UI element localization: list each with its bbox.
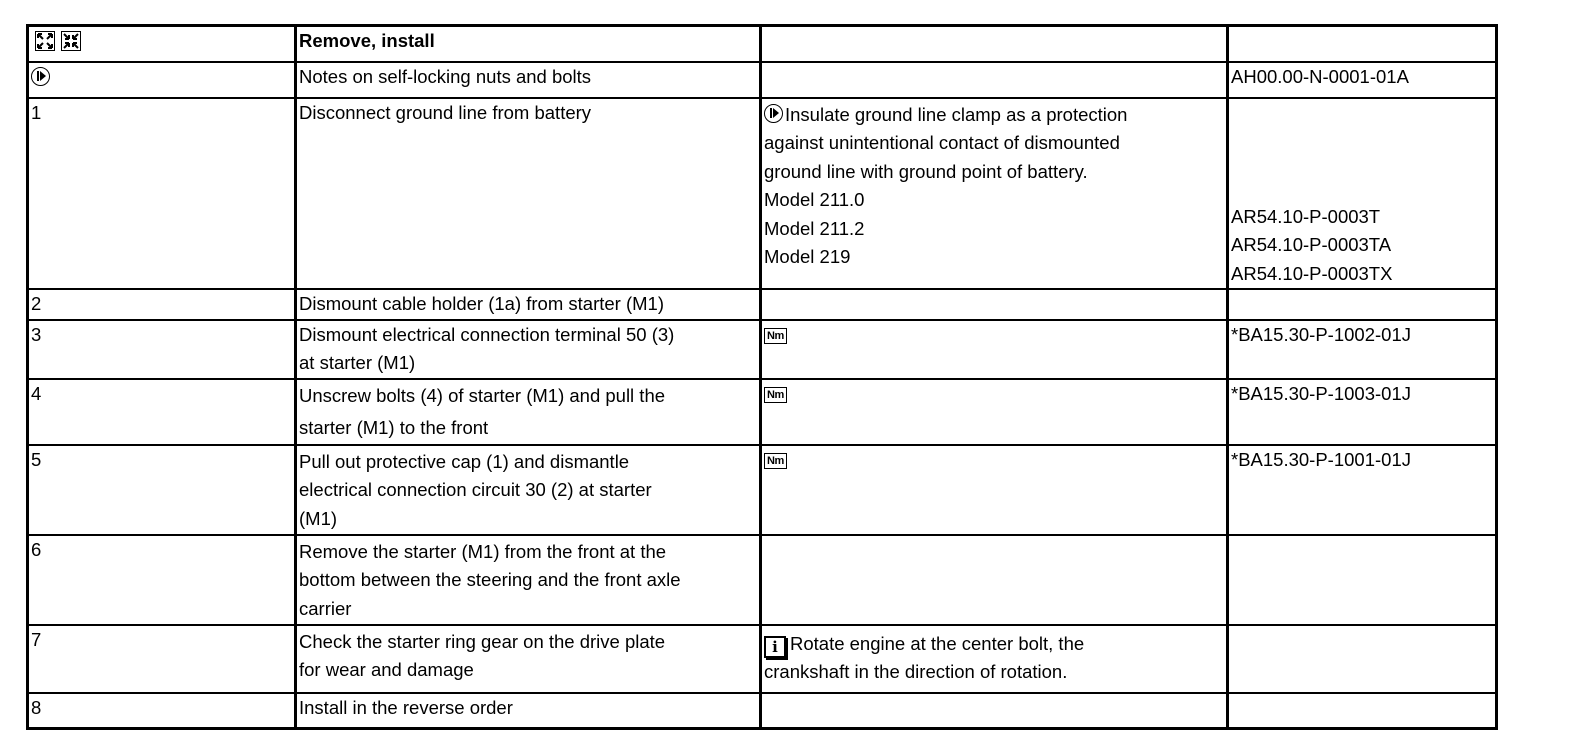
- remark-text: Insulate ground line clamp as a protection: [785, 103, 1128, 125]
- remark-cell: [761, 379, 1228, 445]
- reference-link[interactable]: *BA15.30-P-1001-01J: [1228, 445, 1497, 535]
- header-icons-cell: [28, 26, 296, 62]
- procedure-table: [26, 24, 1498, 730]
- remark-line: [764, 101, 1224, 130]
- action-cell: [296, 320, 761, 379]
- action-line: carrier: [299, 597, 352, 619]
- action-line: (M1): [299, 507, 338, 529]
- reference-cell: [1228, 625, 1497, 693]
- remark-cell: [761, 625, 1228, 693]
- action-cell: [296, 379, 761, 445]
- action-line: Remove the starter (M1) from the front at the: [299, 540, 667, 562]
- info-icon[interactable]: i: [764, 636, 786, 658]
- header-remark-cell: [761, 26, 1228, 62]
- note-icon[interactable]: [764, 104, 783, 123]
- remark-line: [764, 630, 1224, 659]
- reference-link[interactable]: AR54.10-P-0003TX: [1231, 262, 1393, 284]
- step-number: 8: [28, 693, 296, 729]
- step-number: 1: [28, 98, 296, 290]
- step-number: 3: [28, 320, 296, 379]
- table-row: [28, 320, 1497, 379]
- table-row: [28, 535, 1497, 625]
- action-line: Check the starter ring gear on the drive plate: [299, 630, 666, 652]
- reference-link[interactable]: *BA15.30-P-1003-01J: [1228, 379, 1497, 445]
- action-line: at starter (M1): [299, 352, 416, 373]
- action-cell: Install in the reverse order: [296, 693, 761, 729]
- model-line: Model 211.2: [764, 217, 865, 239]
- remark-line: against unintentional contact of dismounted: [764, 132, 1120, 153]
- action-cell: [296, 625, 761, 693]
- table-row: [28, 98, 1497, 290]
- remark-cell: [761, 289, 1228, 320]
- step-number: 6: [28, 535, 296, 625]
- step-number: 7: [28, 625, 296, 693]
- step-number: 2: [28, 289, 296, 320]
- remark-line: ground line with ground point of battery.: [764, 160, 1088, 182]
- table-row: [28, 289, 1497, 320]
- action-line: electrical connection circuit 30 (2) at starter: [299, 479, 652, 500]
- remark-text: Rotate engine at the center bolt, the: [790, 632, 1085, 654]
- remark-cell: [761, 535, 1228, 625]
- action-cell: Notes on self-locking nuts and bolts: [296, 62, 761, 98]
- table-row: [28, 445, 1497, 535]
- table-row: [28, 693, 1497, 729]
- remark-cell: [761, 98, 1228, 290]
- action-line: for wear and damage: [299, 659, 474, 680]
- table-header-row: [28, 26, 1497, 62]
- torque-nm-icon[interactable]: Nm: [764, 387, 787, 403]
- action-cell: [296, 445, 761, 535]
- model-line: Model 219: [764, 246, 851, 267]
- remark-cell: [761, 320, 1228, 379]
- reference-link[interactable]: *BA15.30-P-1002-01J: [1228, 320, 1497, 379]
- note-icon[interactable]: [31, 67, 50, 86]
- reference-link[interactable]: AR54.10-P-0003T: [1231, 205, 1381, 227]
- reference-link[interactable]: AH00.00-N-0001-01A: [1228, 62, 1497, 98]
- remark-cell: [761, 445, 1228, 535]
- step-cell: [28, 62, 296, 98]
- collapse-arrows-icon[interactable]: [61, 31, 81, 51]
- remark-cell: [761, 693, 1228, 729]
- step-number: 5: [28, 445, 296, 535]
- header-title: Remove, install: [296, 26, 761, 62]
- reference-cell: [1228, 98, 1497, 290]
- action-line: Unscrew bolts (4) of starter (M1) and pull the: [299, 384, 666, 406]
- table-row: [28, 379, 1497, 445]
- action-cell: Disconnect ground line from battery: [296, 98, 761, 290]
- step-number: 4: [28, 379, 296, 445]
- torque-nm-icon[interactable]: Nm: [764, 328, 787, 344]
- action-line: Dismount electrical connection terminal 50 (3): [299, 323, 675, 345]
- header-reference-cell: [1228, 26, 1497, 62]
- action-cell: Dismount cable holder (1a) from starter (M1): [296, 289, 761, 320]
- action-cell: [296, 535, 761, 625]
- remark-cell: [761, 62, 1228, 98]
- reference-cell: [1228, 289, 1497, 320]
- remark-line: crankshaft in the direction of rotation.: [764, 661, 1068, 682]
- procedure-sheet: [26, 24, 1498, 730]
- action-line: Pull out protective cap (1) and dismantle: [299, 450, 630, 472]
- reference-cell: [1228, 693, 1497, 729]
- reference-link[interactable]: AR54.10-P-0003TA: [1231, 234, 1392, 255]
- expand-arrows-icon[interactable]: [35, 31, 55, 51]
- reference-cell: [1228, 535, 1497, 625]
- torque-nm-icon[interactable]: Nm: [764, 453, 787, 469]
- action-line: starter (M1) to the front: [299, 417, 489, 438]
- model-line: Model 211.0: [764, 189, 865, 210]
- action-line: bottom between the steering and the front axle: [299, 569, 681, 590]
- table-row: [28, 62, 1497, 98]
- table-row: [28, 625, 1497, 693]
